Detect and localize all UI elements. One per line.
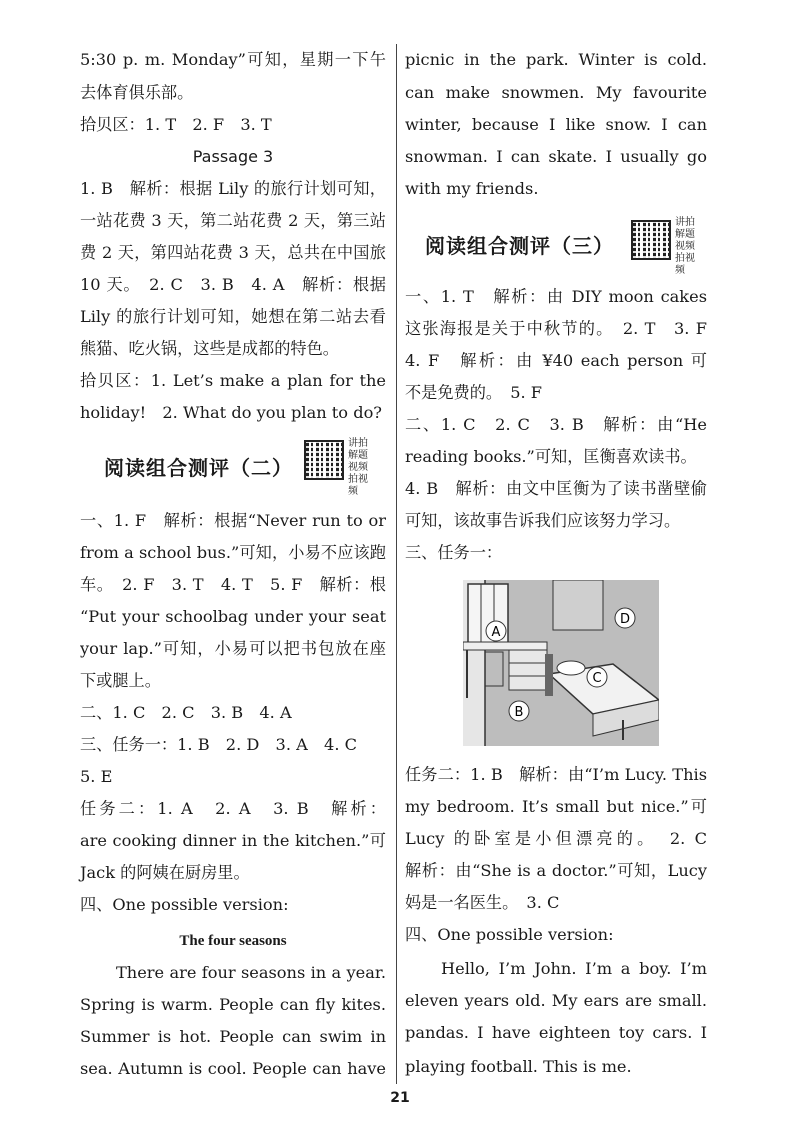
text-line: 三、任务一：1. B 2. D 3. A 4. C	[80, 735, 357, 754]
wall-frame	[553, 580, 603, 630]
qr-code-icon	[631, 220, 671, 260]
passage-title: Passage 3	[192, 147, 274, 166]
text-line: sea. Autumn is cool. People can have	[80, 1059, 386, 1078]
text-line: are cooking dinner in the kitchen.”可	[80, 831, 386, 850]
text-line: 4. B 解析：由文中匡衡为了读书凿壁偷	[405, 479, 707, 498]
text-line: 三、任务一：	[405, 543, 503, 562]
text-line: 解析：由“She is a doctor.”可知，Lucy	[405, 861, 707, 880]
text-line: 任务二：1. B 解析：由“I’m Lucy. This	[405, 765, 707, 784]
text-line: 5. E	[80, 767, 113, 786]
text-line: 四、One possible version:	[80, 895, 289, 914]
essay-title: The four seasons	[179, 933, 287, 949]
qr-caption: 讲拍解题视频拍视频	[348, 438, 368, 497]
bed-headboard	[545, 654, 553, 696]
text-line: 这张海报是关于中秋节的。 2. T 3. F	[405, 319, 707, 338]
text-line: reading books.”可知，匡衡喜欢读书。	[405, 447, 697, 466]
qr-code-icon	[304, 440, 344, 480]
text-line: 二、1. C 2. C 3. B 4. A	[80, 703, 292, 722]
text-line: 4. F 解析：由 ¥40 each person 可	[405, 351, 707, 370]
section-title: 阅读组合测评（二）	[104, 456, 293, 480]
label-a: A	[491, 625, 501, 640]
text-line: picnic in the park. Winter is cold.	[405, 50, 707, 69]
text-line: 费 2 天，第四站花费 3 天，总共在中国旅	[80, 243, 386, 262]
text-line: 熊猫、吃火锅，这些是成都的特色。	[80, 339, 339, 358]
text-line: your lap.”可知，小易可以把书包放在座	[80, 639, 386, 658]
desk-drawers	[509, 650, 547, 690]
text-line: 四、One possible version:	[405, 925, 614, 944]
text-line: Summer is hot. People can swim in	[80, 1027, 386, 1046]
text-line: 妈是一名医生。 3. C	[405, 893, 560, 912]
text-line: There are four seasons in a year.	[116, 963, 386, 982]
desk-top	[463, 642, 547, 650]
text-line: Lily 的旅行计划可知，她想在第二站去看	[80, 307, 386, 326]
text-line: winter, because I like snow. I can	[405, 115, 707, 134]
section-title: 阅读组合测评（三）	[425, 234, 614, 258]
text-line: Lucy 的卧室是小但漂亮的。 2. C	[405, 829, 707, 848]
text-line: snowman. I can skate. I usually go	[405, 147, 707, 166]
page-number: 21	[390, 1090, 410, 1106]
text-line: 拾贝区：1. Let’s make a plan for the	[80, 371, 386, 390]
text-line: pandas. I have eighteen toy cars. I	[405, 1023, 707, 1042]
text-line: my bedroom. It’s small but nice.”可	[405, 797, 707, 816]
label-d: D	[619, 612, 631, 627]
text-line: 二、1. C 2. C 3. B 解析：由“He	[405, 415, 707, 434]
text-line: 可知，该故事告诉我们应该努力学习。	[405, 511, 681, 530]
text-line: eleven years old. My ears are small.	[405, 991, 707, 1010]
label-c: C	[592, 671, 602, 686]
text-line: 10 天。 2. C 3. B 4. A 解析：根据	[80, 275, 386, 294]
bedroom-illustration	[463, 580, 659, 746]
text-line: 1. B 解析：根据 Lily 的旅行计划可知，	[80, 179, 386, 198]
text-line: Jack 的阿姨在厨房里。	[80, 863, 250, 882]
text-line: 车。 2. F 3. T 4. T 5. F 解析：根	[80, 575, 386, 594]
pillow	[557, 661, 585, 675]
text-line: 去体育俱乐部。	[80, 83, 194, 102]
text-line: “Put your schoolbag under your seat	[80, 607, 386, 626]
text-line: Spring is warm. People can fly kites.	[80, 995, 386, 1014]
text-line: from a school bus.”可知，小易不应该跑	[80, 543, 386, 562]
text-line: 下或腿上。	[80, 671, 161, 690]
text-line: can make snowmen. My favourite	[405, 83, 707, 102]
text-line: 一站花费 3 天，第二站花费 2 天，第三站	[80, 211, 386, 230]
text-line: with my friends.	[405, 179, 539, 198]
text-line: 一、1. F 解析：根据“Never run to or	[80, 511, 386, 530]
text-line: 拾贝区：1. T 2. F 3. T	[80, 115, 272, 134]
text-line: holiday! 2. What do you plan to do?	[80, 403, 382, 422]
column-divider	[396, 44, 397, 1084]
text-line: 一、1. T 解析：由 DIY moon cakes	[405, 287, 707, 306]
qr-caption: 讲拍解题视频拍视频	[675, 217, 695, 276]
text-line: playing football. This is me.	[405, 1057, 632, 1076]
text-line: 5:30 p. m. Monday”可知，星期一下午	[80, 50, 386, 69]
text-line: 不是免费的。 5. F	[405, 383, 543, 402]
label-b: B	[514, 705, 524, 720]
text-line: Hello, I’m John. I’m a boy. I’m	[441, 959, 707, 978]
text-line: 任务二：1. A 2. A 3. B 解析：	[80, 799, 386, 818]
